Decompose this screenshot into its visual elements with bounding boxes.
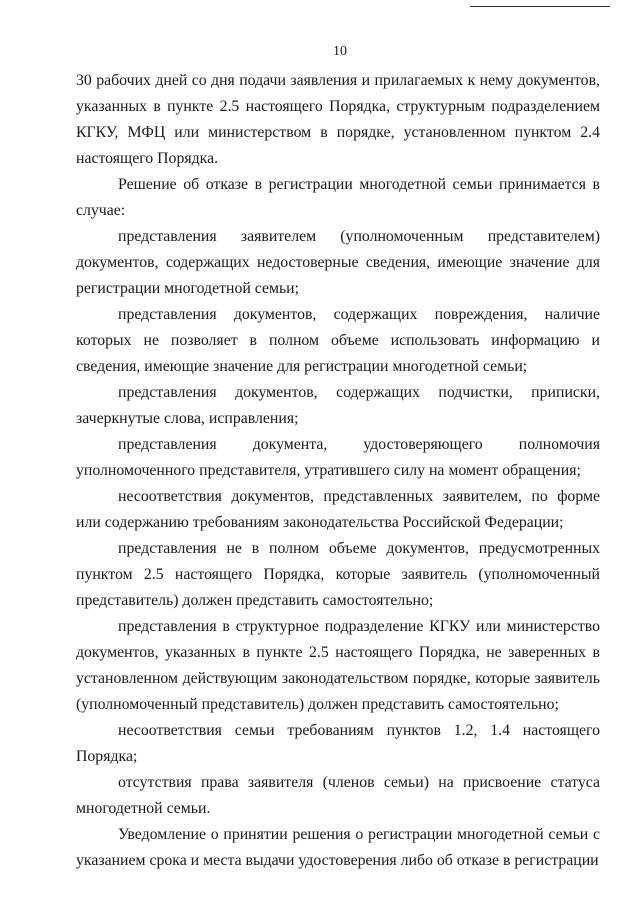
- paragraph-list-item: представления в структурное подразделение КГКУ или министерство документов, указанных в пункте 2.5 настоящего Порядка, не заверенных в установленном действующим законодательством порядке, которые заявитель (уполномоченный представитель) должен представить самостоятельно;: [76, 618, 600, 713]
- paragraph-list-item: представления не в полном объеме документов, предусмотренных пунктом 2.5 настоящего Порядка, которые заявитель (уполномоченный представитель) должен представить самостоятельно;: [76, 540, 600, 609]
- document-body: [76, 68, 600, 874]
- paragraph-refusal-decision: Решение об отказе в регистрации многодетной семьи принимается в случае:: [76, 176, 600, 219]
- paragraph-continuation: 30 рабочих дней со дня подачи заявления и прилагаемых к нему документов, указанных в пункте 2.5 настоящего Порядка, структурным подразделением КГКУ, МФЦ или министерством в порядке, установленном пунктом 2.4 настоящего Порядка.: [76, 72, 600, 167]
- paragraph-list-item: представления документов, содержащих повреждения, наличие которых не позволяет в полном объеме использовать информацию и сведения, имеющие значение для регистрации многодетной семьи;: [76, 306, 600, 375]
- paragraph-list-item: несоответствия семьи требованиям пунктов 1.2, 1.4 настоящего Порядка;: [76, 722, 600, 765]
- page-number: 10: [333, 44, 347, 59]
- paragraph-list-item: отсутствия права заявителя (членов семьи) на присвоение статуса многодетной семьи.: [76, 774, 600, 817]
- paragraph-list-item: представления документа, удостоверяющего полномочия уполномоченного представителя, утратившего силу на момент обращения;: [76, 436, 600, 479]
- paragraph-notification: Уведомление о принятии решения о регистрации многодетной семьи с указанием срока и места выдачи удостоверения либо об отказе в регистрации: [76, 826, 600, 869]
- paragraph-list-item: представления заявителем (уполномоченным представителем) документов, содержащих недостоверные сведения, имеющие значение для регистрации многодетной семьи;: [76, 228, 600, 297]
- header-rule: [470, 6, 610, 7]
- paragraph-list-item: несоответствия документов, представленных заявителем, по форме или содержанию требованиям законодательства Российской Федерации;: [76, 488, 600, 531]
- paragraph-list-item: представления документов, содержащих подчистки, приписки, зачеркнутые слова, исправления;: [76, 384, 600, 427]
